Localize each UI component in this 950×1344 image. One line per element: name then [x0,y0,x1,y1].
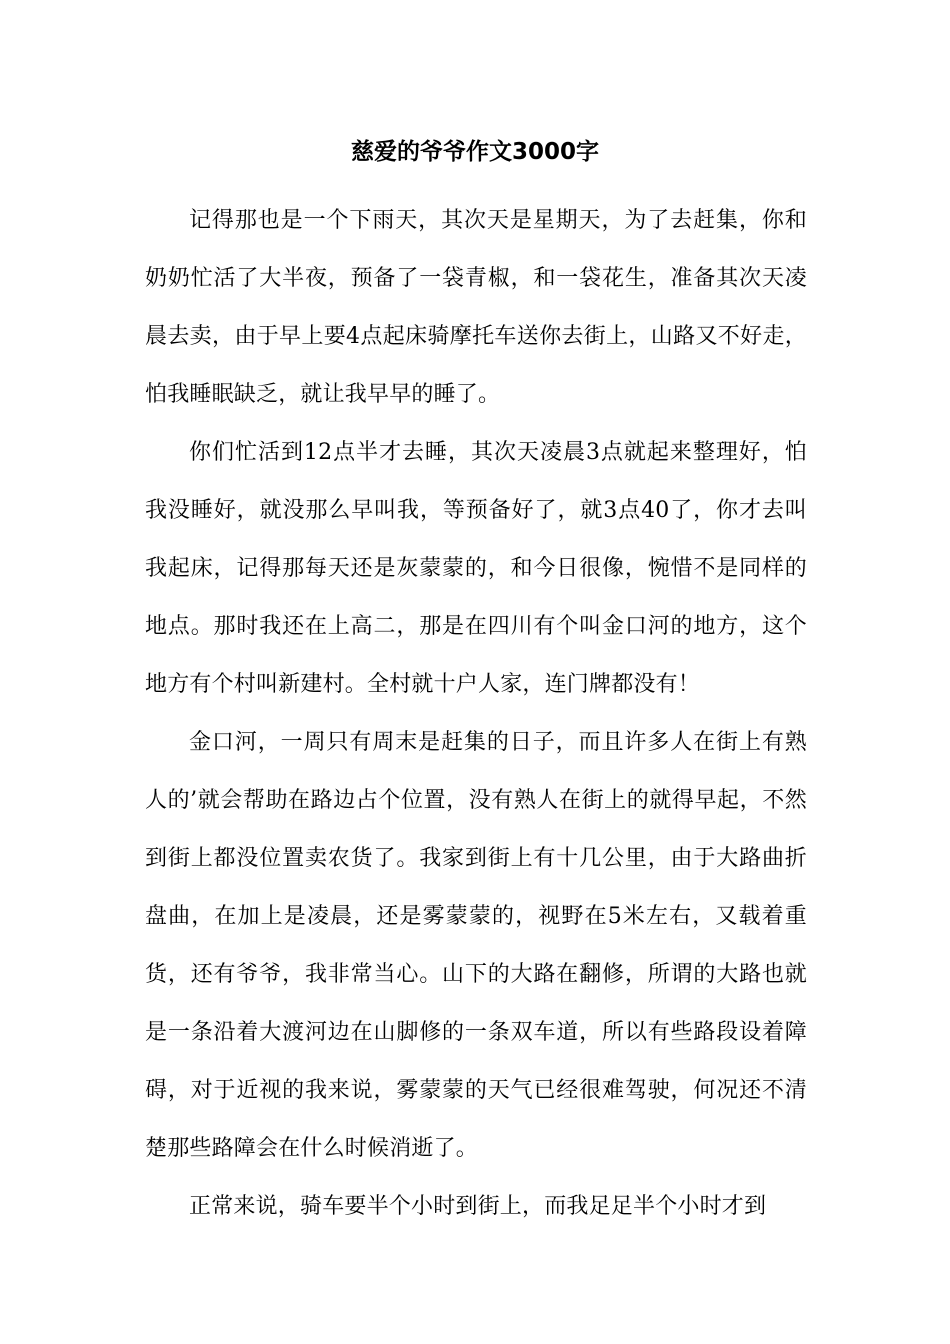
document-title: 慈爱的爷爷作文3000字 [350,139,599,165]
paragraph: 你们忙活到12点半才去睡，其次天凌晨3点就起来整理好，怕我没睡好，就没那么早叫我，等预备好了，就3点40了，你才去叫我起床，记得那每天还是灰蒙蒙的，和今日很像，惋惜不是同样的地点。那时我还在上高二，那是在四川有个叫金口河的地方，这个地方有个村叫新建村。全村就十户人家，连门牌都没有！ [145,440,807,697]
document-body [145,192,807,1236]
paragraph: 正常来说，骑车要半个小时到街上，而我足足半个小时才到 [189,1194,767,1219]
paragraph: 记得那也是一个下雨天，其次天是星期天，为了去赶集，你和奶奶忙活了大半夜，预备了一袋青椒，和一袋花生，准备其次天凌晨去卖，由于早上要4点起床骑摩托车送你去街上，山路又不好走，怕我睡眠缺乏，就让我早早的睡了。 [145,208,807,407]
paragraph: 金口河，一周只有周末是赶集的日子，而且许多人在街上有熟人的’就会帮助在路边占个位置，没有熟人在街上的就得早起，不然到街上都没位置卖农货了。我家到街上有十几公里，由于大路曲折盘曲，在加上是凌晨，还是雾蒙蒙的，视野在5米左右，又载着重货，还有爷爷，我非常当心。山下的大路在翻修，所谓的大路也就是一条沿着大渡河边在山脚修的一条双车道，所以有些路段设着障碍，对于近视的我来说，雾蒙蒙的天气已经很难驾驶，何况还不清楚那些路障会在什么时候消逝了。 [145,730,807,1161]
